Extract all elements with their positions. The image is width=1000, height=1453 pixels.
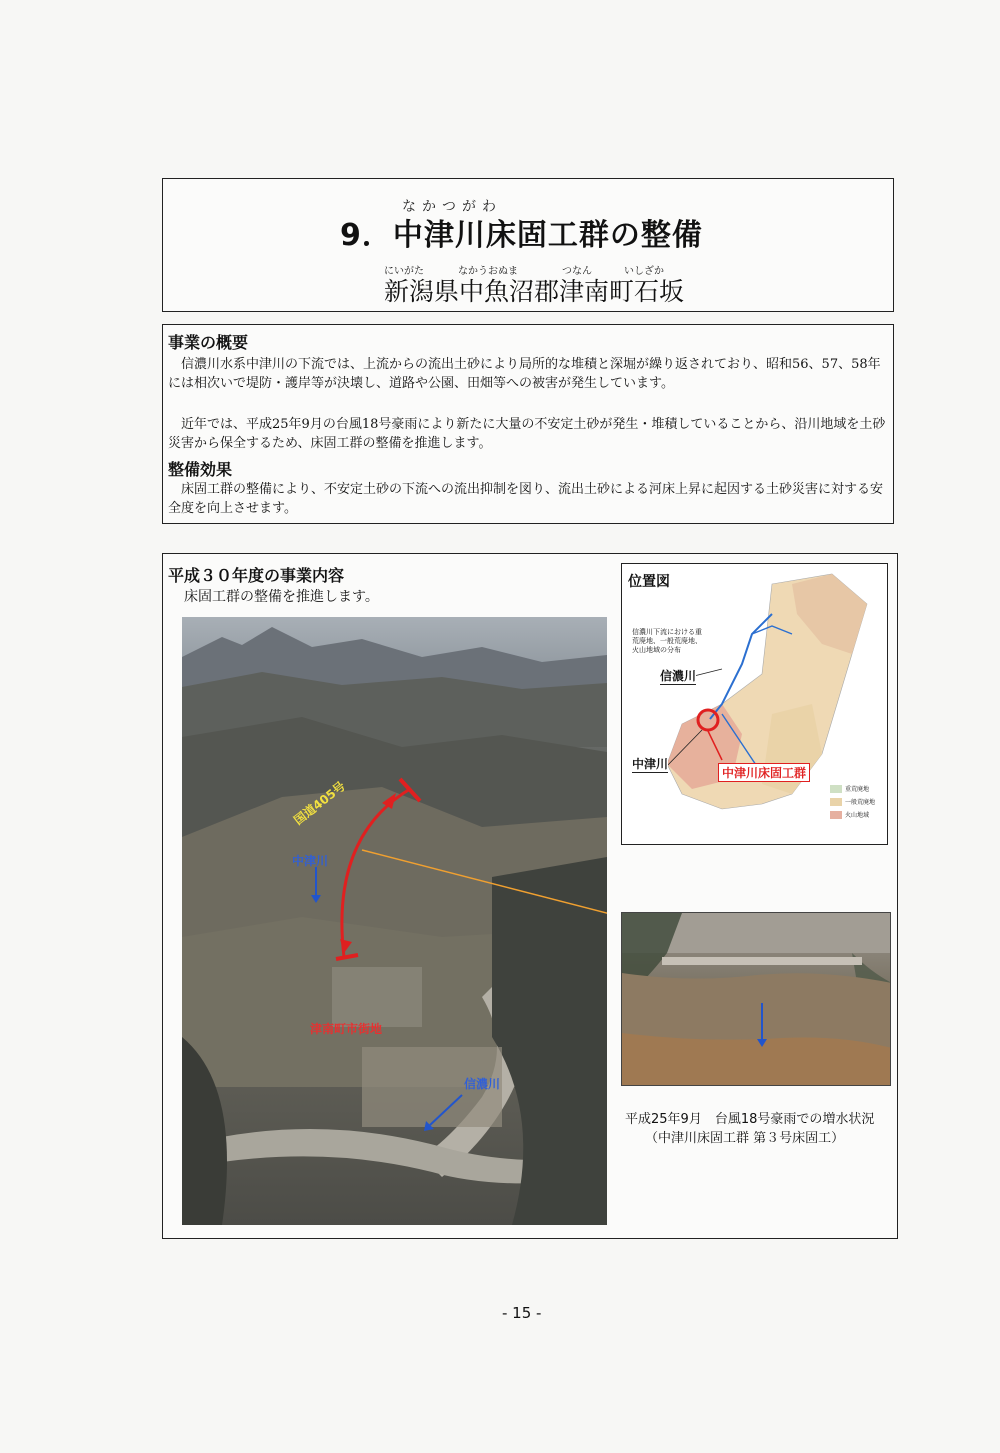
- effect-heading: 整備効果: [168, 460, 233, 479]
- title-furigana: なかつがわ: [402, 199, 502, 215]
- work-heading: 平成３０年度の事業内容: [168, 566, 345, 585]
- town-label: 津南町市街地: [310, 1022, 383, 1036]
- page-number: - 15 -: [502, 1304, 542, 1322]
- flood-photo: [621, 912, 891, 1086]
- effect-paragraph: 床固工群の整備により、不安定土砂の下流への流出抑制を図り、流出土砂による河床上昇に起因する土砂災害に対する安全度を向上させます。: [168, 482, 884, 516]
- subtitle-furigana-tsunan: つなん: [562, 266, 592, 277]
- subtitle-furigana-niigata: にいがた: [384, 266, 424, 277]
- overview-paragraph-1: 信濃川水系中津川の下流では、上流からの流出土砂により局所的な堆積と深堀が繰り返されており、昭和56、57、58年には相次いで堤防・護岸等が決壊し、道路や公園、田畑等への被害が発生しています。: [168, 357, 881, 391]
- location-map-title: 位置図: [628, 574, 670, 590]
- shinano-river-label: 信濃川: [464, 1077, 501, 1091]
- subtitle-furigana-nakauonuma: なかうおぬま: [458, 266, 518, 277]
- map-shinano-label: 信濃川: [660, 669, 697, 683]
- map-legend-2: 一般荒廃地: [845, 799, 876, 806]
- page-title: 9．中津川床固工群の整備: [340, 218, 703, 253]
- map-nakatsu-label: 中津川: [632, 757, 669, 771]
- map-legend-3: 火山地域: [845, 812, 870, 819]
- work-text: 床固工群の整備を推進します。: [184, 589, 379, 605]
- photo-caption-line-2: （中津川床固工群 第３号床固工）: [645, 1131, 845, 1146]
- flood-photo-drawing: [622, 913, 891, 1086]
- map-note: 信濃川下流における重荒廃地、一般荒廃地、火山地域の分布: [632, 628, 702, 654]
- aerial-photo: [182, 617, 607, 1225]
- nakatsu-river-label: 中津川: [292, 854, 329, 868]
- photo-caption-line-1: 平成25年9月 台風18号豪雨での増水状況: [625, 1112, 875, 1127]
- overview-paragraph-2: 近年では、平成25年9月の台風18号豪雨により新たに大量の不安定土砂が発生・堆積していることから、沿川地域を土砂災害から保全するため、床固工群の整備を推進します。: [168, 417, 886, 451]
- subtitle-furigana-ishizaka: いしざか: [624, 266, 664, 277]
- page-subtitle: 新潟県中魚沼郡津南町石坂: [384, 277, 685, 306]
- map-site-label: 中津川床固工群: [718, 763, 810, 782]
- aerial-photo-drawing: [182, 617, 607, 1225]
- route-405-label: 国道405号: [291, 778, 348, 828]
- map-legend-1: 重荒廃地: [845, 786, 870, 793]
- overview-heading: 事業の概要: [168, 333, 249, 352]
